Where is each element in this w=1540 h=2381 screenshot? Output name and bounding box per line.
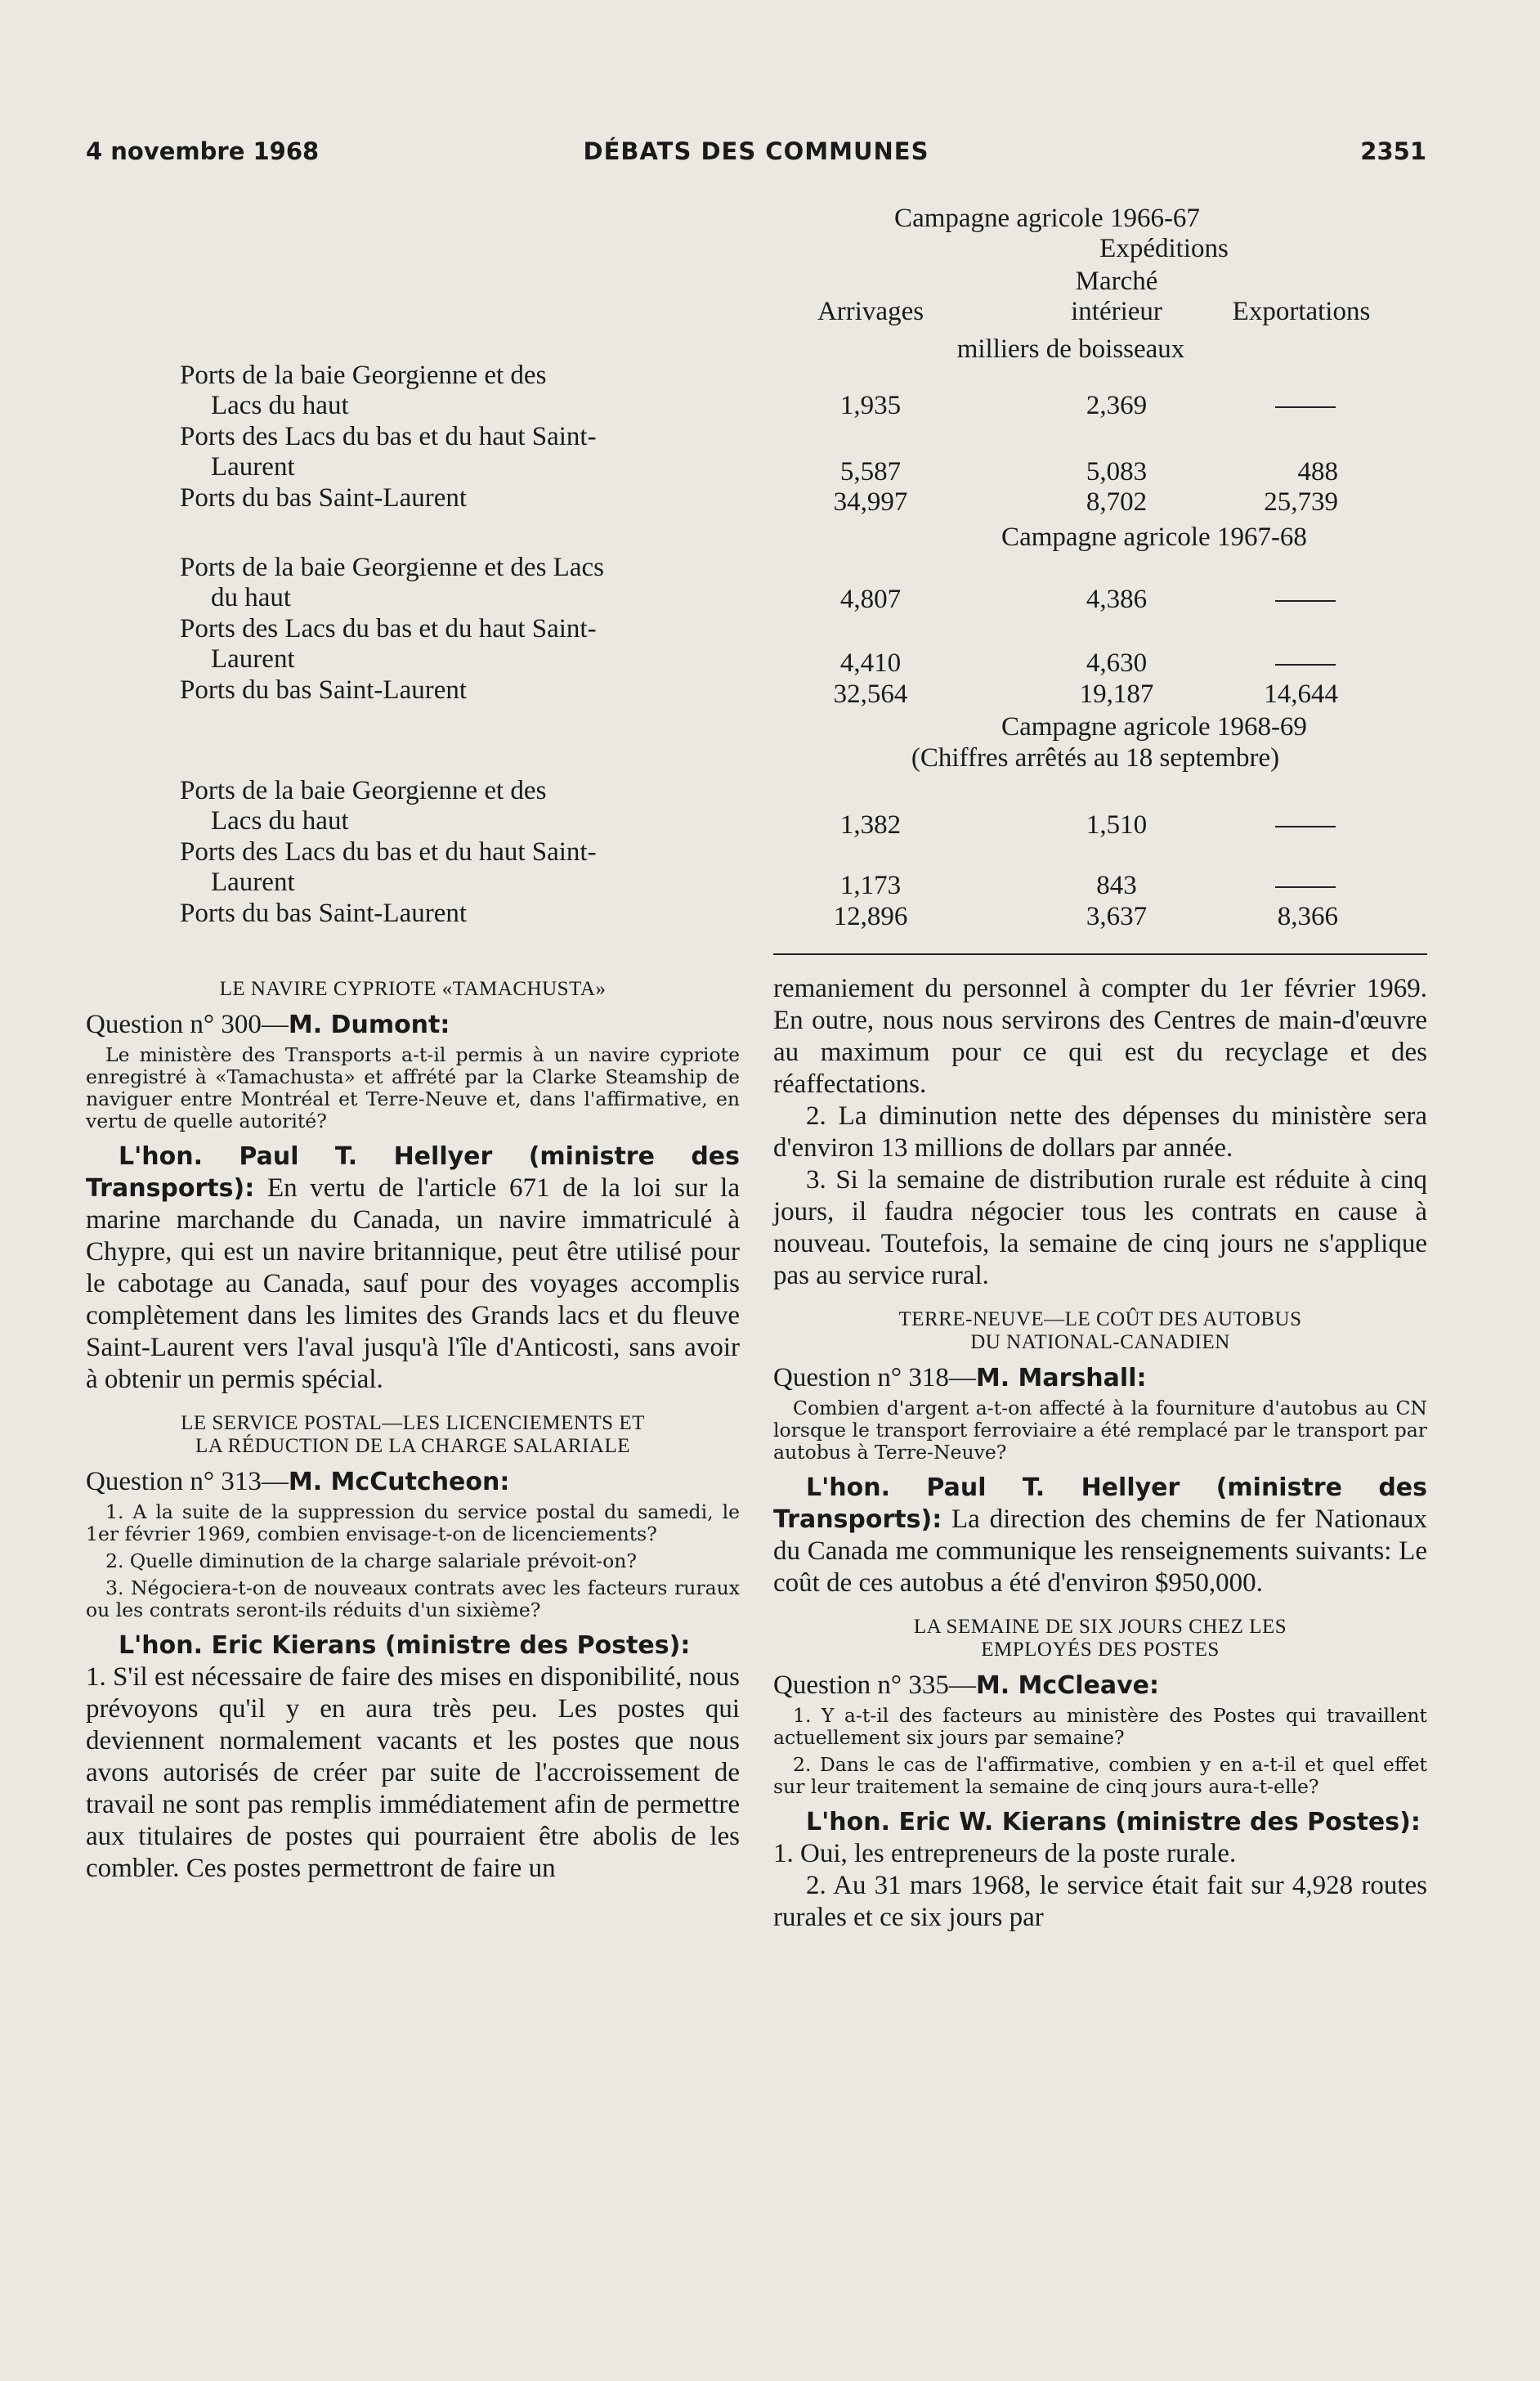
cell-arrivages: 4,410	[839, 648, 902, 678]
row-port-label-cont: Lacs du haut	[211, 391, 349, 420]
right-column	[773, 973, 1427, 1934]
cell-marche: 19,187	[1079, 679, 1154, 709]
section-heading-autobus: TERRE-NEUVE—LE COÛT DES AUTOBUS	[898, 1308, 1302, 1330]
speaker-name: L'hon. Eric W. Kierans (ministre des Postes):	[806, 1808, 1421, 1836]
col-header-interieur: intérieur	[1071, 297, 1162, 326]
questioner-name: M. Dumont:	[288, 1011, 450, 1039]
row-port-label: Ports de la baie Georgienne et des	[180, 776, 547, 805]
cell-arrivages: 32,564	[833, 679, 908, 709]
row-port-label: Ports du bas Saint-Laurent	[180, 899, 468, 928]
row-port-label-cont: du haut	[211, 583, 292, 612]
col-header-marche: Marché	[1075, 267, 1158, 296]
cell-marche: 1,510	[1086, 810, 1148, 840]
cell-marche: 3,637	[1086, 902, 1148, 931]
question-318: Question n° 318—M. Marshall:	[773, 1363, 1147, 1392]
section-subtitle: (Chiffres arrêtés au 18 septembre)	[911, 743, 1280, 773]
answer-paragraph: 3. Si la semaine de distribution rurale est réduite à cinq jours, il faudra négocier tous les contrats en cause à nouveau. Toutefois, la semaine de cinq jours ne s'applique pas au service rural.	[773, 1165, 1427, 1290]
question-item: 3. Négociera-t-on de nouveaux contrats avec les facteurs ruraux ou les contrats seront-ils réduits d'un sixième?	[86, 1576, 740, 1621]
cell-exportations: 488	[1297, 457, 1338, 487]
section-heading-autobus-cont: DU NATIONAL-CANADIEN	[970, 1331, 1230, 1353]
row-port-label: Ports du bas Saint-Laurent	[180, 675, 468, 705]
cell-marche: 843	[1096, 871, 1137, 900]
questioner-name: M. Marshall:	[975, 1364, 1147, 1392]
cell-marche: 8,702	[1086, 487, 1148, 517]
answer-paragraph: 2. Au 31 mars 1968, le service était fait sur 4,928 routes rurales et ce six jours par	[773, 1871, 1427, 1932]
answer-speaker-line	[773, 1806, 1427, 1838]
cell-arrivages: 4,807	[839, 585, 902, 614]
section-heading-postal: LE SERVICE POSTAL—LES LICENCIEMENTS ET	[181, 1412, 645, 1434]
row-port-label: Ports des Lacs du bas et du haut Saint-	[180, 614, 597, 643]
cell-exportations-dash	[1275, 809, 1336, 841]
cell-arrivages: 12,896	[833, 902, 908, 931]
col-header-exportations: Exportations	[1232, 297, 1371, 326]
question-text	[86, 1501, 740, 1621]
row-port-label: Ports des Lacs du bas et du haut Saint-	[180, 422, 597, 451]
speaker-name: L'hon. Eric Kierans (ministre des Postes):	[119, 1631, 691, 1660]
page-number: 2351	[1360, 137, 1426, 165]
section-heading-postal-cont: LA RÉDUCTION DE LA CHARGE SALARIALE	[195, 1435, 631, 1457]
answer-paragraph: 1. Oui, les entrepreneurs de la poste rurale.	[773, 1839, 1237, 1868]
answer-paragraph: 2. La diminution nette des dépenses du ministère sera d'environ 13 millions de dollars par année.	[773, 1101, 1427, 1163]
question-335: Question n° 335—M. McCleave:	[773, 1670, 1159, 1700]
cell-arrivages: 1,173	[839, 871, 902, 900]
question-text: Combien d'argent a-t-on affecté à la fourniture d'autobus au CN lorsque le transport ferroviaire a été remplacé par le transport par autobus à Terre-Neuve?	[773, 1397, 1427, 1464]
question-item: 2. Quelle diminution de la charge salariale prévoit-on?	[105, 1549, 637, 1572]
question-text: Le ministère des Transports a-t-il permis à un navire cypriote enregistré à «Tamachusta» et affrété par la Clarke Steamship de naviguer entre Montréal et Terre-Neuve et, dans l'affirmative, en vertu de quelle autorité?	[86, 1043, 740, 1132]
section-heading-six-jours: LA SEMAINE DE SIX JOURS CHEZ LES	[913, 1616, 1287, 1638]
question-item: 2. Dans le cas de l'affirmative, combien y en a-t-il et quel effet sur leur traitement la semaine de cinq jours aura-t-elle?	[773, 1753, 1427, 1798]
speaker-name: L'hon. Paul T. Hellyer (ministre des Transports):	[773, 1473, 1427, 1534]
speaker-name: L'hon. Paul T. Hellyer (ministre des Transports):	[86, 1142, 740, 1203]
header-title: DÉBATS DES COMMUNES	[583, 137, 929, 165]
cell-exportations-dash	[1275, 390, 1336, 421]
questioner-name: M. McCleave:	[975, 1671, 1159, 1700]
row-port-label-cont: Laurent	[211, 644, 295, 674]
cell-marche: 4,386	[1086, 585, 1148, 614]
question-313: Question n° 313—M. McCutcheon:	[86, 1467, 510, 1496]
question-item: 1. Y a-t-il des facteurs au ministère des Postes qui travaillent actuellement six jours par semaine?	[773, 1704, 1427, 1749]
table-bottom-rule	[773, 953, 1427, 955]
cell-exportations-dash	[1275, 584, 1336, 615]
header-date: 4 novembre 1968	[86, 137, 320, 165]
question-item: 1. A la suite de la suppression du service postal du samedi, le 1er février 1969, combien envisage-t-on de licenciements?	[86, 1500, 740, 1545]
cell-exportations-dash	[1275, 870, 1336, 901]
answer-speaker-line	[86, 1630, 740, 1661]
row-port-label-cont: Laurent	[211, 452, 295, 482]
cell-marche: 2,369	[1086, 391, 1148, 420]
questioner-name: M. McCutcheon:	[288, 1468, 510, 1496]
section-title: Campagne agricole 1966-67	[894, 204, 1200, 233]
row-port-label: Ports du bas Saint-Laurent	[180, 483, 468, 513]
col-header-arrivages: Arrivages	[817, 297, 924, 326]
cell-exportations: 8,366	[1277, 902, 1338, 931]
section-title: Campagne agricole 1968-69	[1001, 712, 1307, 742]
section-heading-tamachusta: LE NAVIRE CYPRIOTE «TAMACHUSTA»	[219, 978, 607, 1000]
question-300: Question n° 300—M. Dumont:	[86, 1010, 450, 1039]
row-port-label: Ports des Lacs du bas et du haut Saint-	[180, 837, 597, 867]
answer-paragraph: L'hon. Paul T. Hellyer (ministre des Transports): La direction des chemins de fer Nationaux du Canada me communique les renseignements suivants: Le coût de ces autobus a été d'environ $950,000.	[773, 1473, 1428, 1598]
cell-arrivages: 1,382	[839, 810, 902, 840]
row-port-label: Ports de la baie Georgienne et des	[180, 361, 547, 390]
cell-marche: 5,083	[1086, 457, 1148, 487]
row-port-label: Ports de la baie Georgienne et des Lacs	[180, 553, 604, 582]
answer-paragraph: L'hon. Paul T. Hellyer (ministre des Transports): En vertu de l'article 671 de la loi sur la marine marchande du Canada, un navire immatriculé à Chypre, qui est un navire britannique, peut être utilisé pour le cabotage au Canada, sauf pour des voyages accomplis complètement dans les limites des Grands lacs et du fleuve Saint-Laurent vers l'aval jusqu'à l'île d'Anticosti, sans avoir à obtenir un permis spécial.	[86, 1142, 740, 1394]
row-port-label-cont: Lacs du haut	[211, 806, 349, 836]
units-label: milliers de boisseaux	[956, 334, 1185, 364]
section-title: Campagne agricole 1967-68	[1001, 522, 1307, 552]
row-port-label-cont: Laurent	[211, 868, 295, 897]
cell-exportations: 25,739	[1264, 487, 1338, 517]
cell-marche: 4,630	[1086, 648, 1148, 678]
left-column	[86, 973, 740, 1885]
cell-exportations: 14,644	[1264, 679, 1338, 709]
col-header-expeditions: Expéditions	[1099, 234, 1229, 263]
grain-shipments-table	[0, 0, 1540, 957]
cell-arrivages: 34,997	[833, 487, 908, 517]
section-heading-six-jours-cont: EMPLOYÉS DES POSTES	[981, 1639, 1220, 1661]
question-text	[773, 1705, 1427, 1798]
answer-paragraph: 1. S'il est nécessaire de faire des mises en disponibilité, nous prévoyons qu'il y en aura très peu. Les postes qui deviennent normalement vacants et les postes que nous avons autorisés de créer par suite de l'accroissement de travail ne sont pas remplis immédiatement afin de permettre aux titulaires de postes qui pourraient être abolis de les combler. Ces postes permettront de faire un	[86, 1662, 740, 1883]
cell-exportations-dash	[1275, 648, 1336, 679]
cell-arrivages: 5,587	[839, 457, 902, 487]
answer-paragraph: remaniement du personnel à compter du 1er février 1969. En outre, nous nous servirons des Centres de main-d'œuvre au maximum pour ce qui est du recyclage et des réaffectations.	[773, 974, 1427, 1099]
cell-arrivages: 1,935	[839, 391, 902, 420]
